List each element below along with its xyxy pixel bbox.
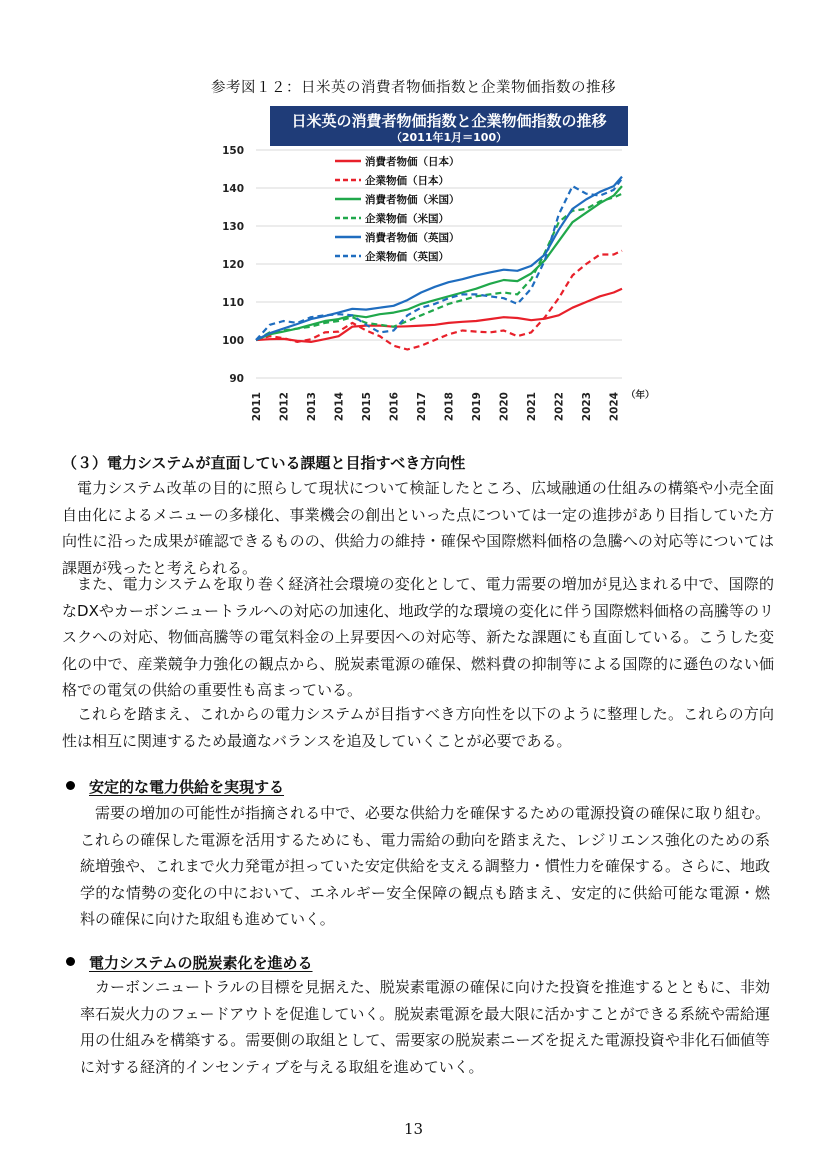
y-tick-label: 140 xyxy=(222,183,244,195)
paragraph: 電力システム改革の目的に照らして現状について検証したところ、広域融通の仕組みの構築や小売全面自由化によるメニューの多様化、事業機会の創出といった点については一定の進捗があり目指していた方向性に沿った成果が確認できるものの、供給力の維持・確保や国際燃料価格の急騰への対応等については課題が残ったと考えられる。 xyxy=(62,479,774,577)
x-tick-label: 2024 xyxy=(608,392,621,422)
chart-title: 日米英の消費者物価指数と企業物価指数の推移 xyxy=(291,112,607,130)
bullet-paragraph: 需要の増加の可能性が指摘される中で、必要な供給力を確保するための電源投資の確保に取り組む。これらの確保した電源を活用するためにも、電力需給の動向を踏まえた、レジリエンス強化のための系統増強や、これまで火力発電が担っていた安定供給を支える調整力・慣性力を確保する。さらに、地政学的な情勢の変化の中において、エネルギー安全保障の観点も踏まえ、安定的に供給可能な電源・燃料の確保に向けた取組も進めていく。 xyxy=(80,804,770,928)
bullet-title: 安定的な電力供給を実現する xyxy=(89,778,285,796)
x-tick-label: 2015 xyxy=(361,392,374,422)
y-tick-label: 130 xyxy=(222,221,244,233)
section-heading: （３）電力システムが直面している課題と目指すべき方向性 xyxy=(62,454,466,472)
y-tick-label: 90 xyxy=(229,373,244,385)
x-tick-label: 2016 xyxy=(388,392,401,422)
x-tick-label: 2019 xyxy=(471,392,484,422)
figure-caption: 参考図１２：日米英の消費者物価指数と企業物価指数の推移 xyxy=(211,80,616,96)
chart-subtitle: （2011年1月＝100） xyxy=(390,131,508,144)
legend-entry: 企業物価（日本） xyxy=(365,175,449,187)
bullet-title: 電力システムの脱炭素化を進める xyxy=(89,954,313,972)
bullet-heading xyxy=(66,776,284,797)
y-tick-label: 110 xyxy=(222,297,244,309)
legend-entry: 企業物価（米国） xyxy=(365,213,449,225)
y-tick-label: 120 xyxy=(222,259,244,271)
x-tick-label: 2017 xyxy=(416,392,429,422)
bullet-heading xyxy=(66,952,313,973)
paragraph: これらを踏まえ、これからの電力システムが目指すべき方向性を以下のように整理した。これらの方向性は相互に関連するため最適なバランスを追及していくことが必要である。 xyxy=(62,705,774,750)
x-tick-label: 2021 xyxy=(526,392,539,422)
y-tick-label: 100 xyxy=(222,335,244,347)
y-tick-label: 150 xyxy=(222,145,244,157)
legend-entry: 消費者物価（米国） xyxy=(365,194,460,206)
x-tick-label: 2011 xyxy=(251,392,263,422)
x-axis-label: （年） xyxy=(626,390,655,401)
x-tick-label: 2020 xyxy=(498,392,511,422)
series-line xyxy=(256,289,622,342)
paragraph: また、電力システムを取り巻く経済社会環境の変化として、電力需要の増加が見込まれる中で、国際的なDXやカーボンニュートラルへの対応の加速化、地政学的な環境の変化に伴う国際燃料価格の高騰等のリスクへの対応、物価高騰等の電気料金の上昇要因への対応等、新たな課題にも直面している。こうした変化の中で、産業競争力強化の観点から、脱炭素電源の確保、燃料費の抑制等による国際的に遜色のない価格での電気の供給の重要性も高まっている。 xyxy=(62,575,774,699)
x-tick-label: 2013 xyxy=(306,392,319,422)
bullet-dot-icon xyxy=(66,781,75,790)
bullet-paragraph: カーボンニュートラルの目標を見据えた、脱炭素電源の確保に向けた投資を推進するとともに、非効率石炭火力のフェードアウトを促進していく。脱炭素電源を最大限に活かすことができる系統や需給運用の仕組みを構築する。需要側の取組として、需要家の脱炭素ニーズを捉えた電源投資や非化石価値等に対する経済的インセンティブを与える取組を進めていく。 xyxy=(80,978,770,1076)
price-index-chart xyxy=(210,104,655,424)
page-number: 13 xyxy=(403,1120,424,1138)
x-tick-label: 2018 xyxy=(443,392,456,422)
x-tick-label: 2023 xyxy=(581,392,594,422)
x-tick-label: 2022 xyxy=(553,392,566,422)
bullet-dot-icon xyxy=(66,957,75,966)
legend-entry: 消費者物価（英国） xyxy=(365,232,460,244)
x-tick-label: 2012 xyxy=(278,392,291,422)
x-tick-label: 2014 xyxy=(333,392,346,422)
legend-entry: 消費者物価（日本） xyxy=(365,156,460,168)
legend-entry: 企業物価（英国） xyxy=(365,251,449,263)
chart-svg xyxy=(210,104,655,424)
